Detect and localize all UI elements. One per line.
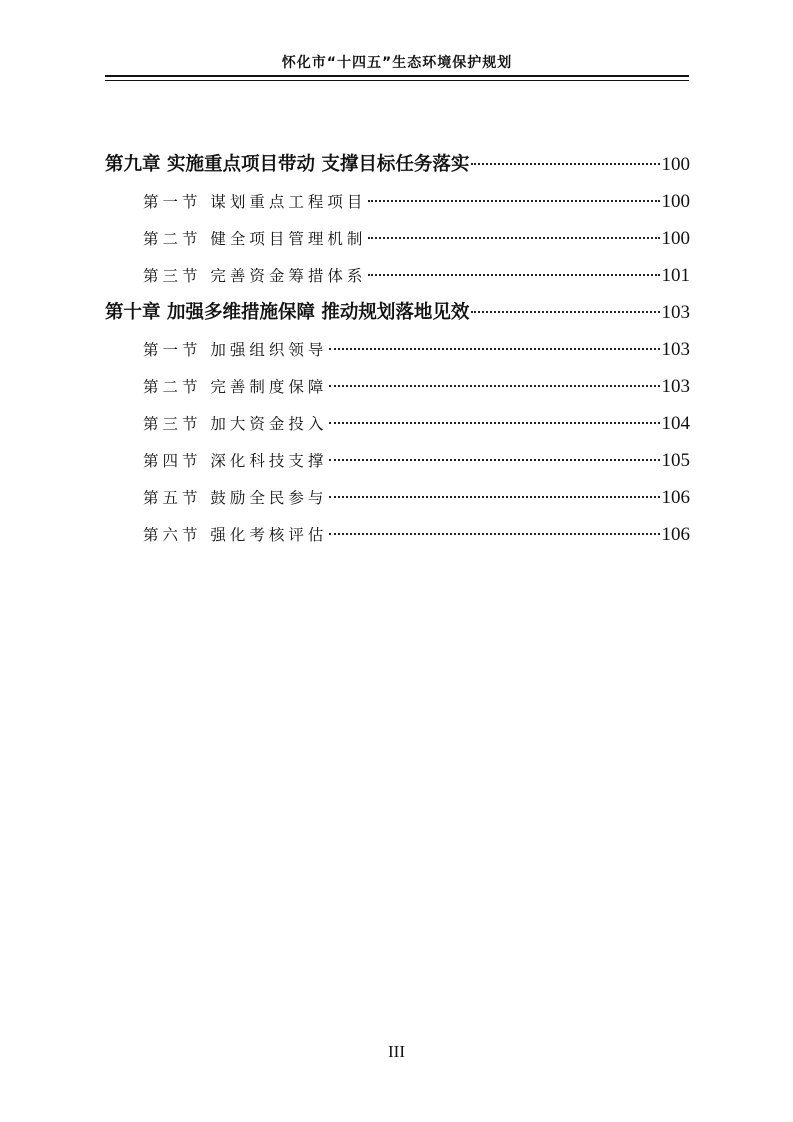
toc-entry-label: 第九章 实施重点项目带动 支撑目标任务落实	[105, 154, 470, 175]
table-of-contents	[105, 146, 690, 553]
toc-entry-label: 第六节 强化考核评估	[143, 526, 328, 544]
toc-entry-label: 第三节 加大资金投入	[143, 415, 328, 433]
toc-section-9-3[interactable]	[105, 257, 690, 294]
toc-page-number: 103	[661, 302, 690, 323]
toc-section-9-1[interactable]	[105, 183, 690, 220]
toc-section-10-2[interactable]	[105, 368, 690, 405]
dot-leader	[329, 533, 659, 535]
running-header: 怀化市“十四五”生态环境保护规划	[281, 55, 513, 71]
toc-page-number: 100	[661, 154, 690, 175]
toc-entry-label: 第一节 谋划重点工程项目	[143, 193, 367, 211]
toc-entry-label: 第四节 深化科技支撑	[143, 452, 328, 470]
toc-section-10-5[interactable]	[105, 479, 690, 516]
toc-section-9-2[interactable]	[105, 220, 690, 257]
toc-page-number: 100	[661, 228, 690, 249]
toc-section-10-6[interactable]	[105, 516, 690, 553]
toc-entry-label: 第十章 加强多维措施保障 推动规划落地见效	[105, 302, 470, 323]
toc-entry-label: 第一节 加强组织领导	[143, 341, 328, 359]
page-footer-number: III	[388, 1042, 405, 1061]
dot-leader	[471, 163, 659, 165]
dot-leader	[329, 422, 659, 424]
toc-page-number: 105	[661, 450, 690, 471]
dot-leader	[329, 459, 659, 461]
toc-entry-label: 第三节 完善资金筹措体系	[143, 267, 367, 285]
header-rule-thick	[105, 75, 689, 77]
toc-entry-label: 第二节 健全项目管理机制	[143, 230, 367, 248]
dot-leader	[368, 200, 659, 202]
toc-page-number: 103	[661, 376, 690, 397]
toc-section-10-3[interactable]	[105, 405, 690, 442]
header-rule-thin	[105, 80, 689, 81]
toc-chapter-10[interactable]	[105, 294, 690, 331]
toc-chapter-9[interactable]	[105, 146, 690, 183]
toc-entry-label: 第五节 鼓励全民参与	[143, 489, 328, 507]
toc-page-number: 103	[661, 339, 690, 360]
dot-leader	[329, 348, 659, 350]
toc-section-10-4[interactable]	[105, 442, 690, 479]
toc-page-number: 106	[661, 524, 690, 545]
toc-entry-label: 第二节 完善制度保障	[143, 378, 328, 396]
dot-leader	[368, 237, 659, 239]
dot-leader	[471, 311, 659, 313]
toc-section-10-1[interactable]	[105, 331, 690, 368]
toc-page-number: 100	[661, 191, 690, 212]
dot-leader	[329, 385, 659, 387]
toc-page-number: 106	[661, 487, 690, 508]
toc-page-number: 104	[661, 413, 690, 434]
dot-leader	[329, 496, 659, 498]
toc-page-number: 101	[661, 265, 690, 286]
dot-leader	[368, 274, 659, 276]
